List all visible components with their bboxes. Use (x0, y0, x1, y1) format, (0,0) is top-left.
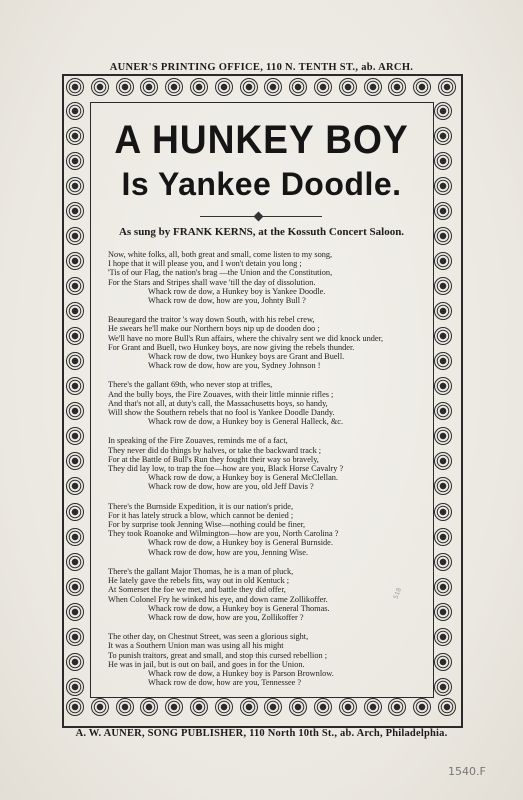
rosette-icon (165, 698, 183, 716)
rosette-icon (388, 78, 406, 96)
rosette-icon (91, 698, 109, 716)
catalog-number: 1540.F (448, 765, 486, 778)
rosette-icon (434, 653, 452, 671)
rosette-icon (140, 698, 158, 716)
verse-line: I hope that it will please you, and I won't detain you long ; (108, 259, 302, 269)
rosette-icon (240, 78, 258, 96)
rosette-icon (66, 452, 84, 470)
stanza (108, 380, 426, 426)
rosette-icon (190, 698, 208, 716)
verse-line: To punish traitors, great and small, and stop this cursed rebellion ; (108, 650, 328, 660)
publisher-imprint: A. W. AUNER, SONG PUBLISHER, 110 North 10th St., ab. Arch, Philadelphia. (75, 728, 448, 739)
rosette-icon (413, 698, 431, 716)
verse-line: 'Tis of our Flag, the nation's brag —the Union and the Constitution, (108, 268, 333, 278)
chorus-line: Whack row de dow, a Hunkey boy is General McClellan. (148, 473, 339, 483)
rosette-icon (66, 628, 84, 646)
verse-line: He was in jail, but is out on bail, and goes in for the Union. (108, 659, 305, 669)
verse-line: We'll have no more Bull's Run affairs, where the chivalry sent we did knock under, (108, 333, 384, 343)
verse-line: And the bully boys, the Fire Zouaves, with their little minnie rifles ; (108, 389, 334, 399)
rosette-icon (434, 302, 452, 320)
rosette-icon (438, 698, 456, 716)
verse-line: It was a Southern Union man was using all his might (108, 641, 284, 651)
rosette-icon (434, 252, 452, 270)
verse-line: For Grant and Buell, two Hunkey boys, are now giving the rebels thunder. (108, 342, 355, 352)
rosette-icon (66, 352, 84, 370)
rosette-icon (240, 698, 258, 716)
lyrics-body (108, 250, 426, 697)
rosette-icon (66, 653, 84, 671)
rosette-icon (364, 78, 382, 96)
rosette-icon (215, 698, 233, 716)
rosette-icon (91, 78, 109, 96)
rosette-icon (66, 252, 84, 270)
chorus-line: Whack row de dow, a Hunkey boy is Yankee Doodle. (148, 286, 326, 296)
verse-line: He swears he'll make our Northern boys nip up de dooden doo ; (108, 324, 320, 334)
rosette-icon (388, 698, 406, 716)
rosette-icon (116, 698, 134, 716)
rosette-icon (66, 377, 84, 395)
rosette-icon (434, 628, 452, 646)
verse-line: There's the Burnside Expedition, it is our nation's pride, (108, 501, 294, 511)
verse-line: For it has lately struck a blow, which cannot be denied ; (108, 510, 294, 520)
chorus-line: Whack row de dow, how are you, Zollikoffer ? (148, 612, 304, 622)
rosette-icon (413, 78, 431, 96)
rosette-icon (215, 78, 233, 96)
chorus-line: Whack row de dow, a Hunkey boy is General Burnside. (148, 538, 333, 548)
rosette-icon (434, 528, 452, 546)
rosette-icon (66, 603, 84, 621)
pencil-annotation: 518 (392, 586, 403, 601)
rosette-icon (66, 528, 84, 546)
rosette-icon (314, 78, 332, 96)
chorus-line: Whack row de dow, a Hunkey boy is General Halleck, &c. (148, 417, 344, 427)
border-top-ornaments (66, 78, 456, 100)
rosette-icon (66, 427, 84, 445)
stanza (108, 502, 426, 557)
rosette-icon (434, 402, 452, 420)
printer-imprint: AUNER'S PRINTING OFFICE, 110 N. TENTH ST., ab. ARCH. (109, 62, 414, 73)
stanza (108, 315, 426, 370)
rosette-icon (434, 202, 452, 220)
verse-line: The other day, on Chestnut Street, was seen a glorious sight, (108, 632, 309, 642)
performer-subtitle: As sung by FRANK KERNS, at the Kossuth Concert Saloon. (118, 226, 405, 238)
chorus-line: Whack row de dow, how are you, Johnty Bull ? (148, 296, 306, 306)
rosette-icon (434, 553, 452, 571)
chorus-line: Whack row de dow, how are you, Sydney Johnson ! (148, 361, 321, 371)
rosette-icon (66, 477, 84, 495)
rosette-icon (339, 78, 357, 96)
rosette-icon (434, 603, 452, 621)
rosette-icon (434, 477, 452, 495)
rosette-icon (314, 698, 332, 716)
stanza (108, 250, 426, 305)
chorus-line: Whack row de dow, how are you, Tennessee ? (148, 678, 302, 688)
rosette-icon (339, 698, 357, 716)
rosette-icon (66, 503, 84, 521)
rosette-icon (434, 503, 452, 521)
rosette-icon (434, 352, 452, 370)
verse-line: At Somerset the foe we met, and battle they did offer, (108, 585, 286, 595)
rosette-icon (264, 698, 282, 716)
rosette-icon (264, 78, 282, 96)
rosette-icon (66, 402, 84, 420)
chorus-line: Whack row de dow, two Hunkey boys are Grant and Buell. (148, 352, 345, 362)
verse-line: They did lay low, to trap the foe—how are you, Black Horse Cavalry ? (108, 464, 344, 474)
rosette-icon (116, 78, 134, 96)
chorus-line: Whack row de dow, a Hunkey boy is General Thomas. (148, 603, 330, 613)
verse-line: When Colonel Fry he winked his eye, and down came Zollikoffer. (108, 594, 328, 604)
verse-line: And that's not all, at duty's call, the Massachusetts boys, so handy, (108, 398, 328, 408)
stanza (108, 632, 426, 687)
verse-line: In speaking of the Fire Zouaves, reminds me of a fact, (108, 436, 288, 446)
verse-line: There's the gallant Major Thomas, he is a man of pluck, (108, 566, 294, 576)
rosette-icon (434, 452, 452, 470)
rosette-icon (66, 678, 84, 696)
verse-line: They took Roanoke and Wilmington—how are you, North Carolina ? (108, 529, 339, 539)
rosette-icon (434, 578, 452, 596)
rosette-icon (165, 78, 183, 96)
verse-line: For by surprise took Jenning Wise—nothing could be finer, (108, 520, 306, 530)
verse-line: Now, white folks, all, both great and small, come listen to my song, (108, 250, 333, 259)
rosette-icon (66, 302, 84, 320)
verse-line: For the Stars and Stripes shall wave 'till the day of dissolution. (108, 277, 316, 287)
stanza (108, 436, 426, 491)
verse-line: There's the gallant 69th, who never stop at trifles, (108, 380, 273, 390)
rosette-icon (66, 553, 84, 571)
rosette-icon (434, 377, 452, 395)
rosette-icon (66, 327, 84, 345)
stanza (108, 567, 426, 622)
border-bottom-ornaments (66, 698, 456, 720)
rosette-icon (140, 78, 158, 96)
verse-line: Will show the Southern rebels that no fool is Yankee Doodle Dandy. (108, 408, 335, 418)
decorative-divider (200, 216, 322, 217)
rosette-icon (190, 78, 208, 96)
verse-line: For at the Battle of Bull's Run they fought their way so bravely, (108, 454, 319, 464)
rosette-icon (66, 78, 84, 96)
rosette-icon (289, 78, 307, 96)
rosette-icon (66, 277, 84, 295)
chorus-line: Whack row de dow, how are you, old Jeff Davis ? (148, 482, 314, 492)
chorus-line: Whack row de dow, how are you, Jenning Wise. (148, 547, 309, 557)
verse-line: He lately gave the rebels fits, way out in old Kentuck ; (108, 576, 290, 586)
rosette-icon (434, 327, 452, 345)
song-title-line2: Is Yankee Doodle. (121, 166, 402, 202)
rosette-icon (434, 678, 452, 696)
verse-line: Beauregard the traitor 's way down South, with his rebel crew, (108, 315, 315, 325)
song-title-line1: A HUNKEY BOY (114, 118, 409, 162)
rosette-icon (66, 578, 84, 596)
rosette-icon (289, 698, 307, 716)
rosette-icon (434, 277, 452, 295)
rosette-icon (434, 427, 452, 445)
rosette-icon (438, 78, 456, 96)
chorus-line: Whack row de dow, a Hunkey boy is Parson Brownlow. (148, 668, 334, 678)
rosette-icon (66, 202, 84, 220)
rosette-icon (364, 698, 382, 716)
verse-line: They never did do things by halves, or take the backward track ; (108, 445, 322, 455)
rosette-icon (66, 698, 84, 716)
